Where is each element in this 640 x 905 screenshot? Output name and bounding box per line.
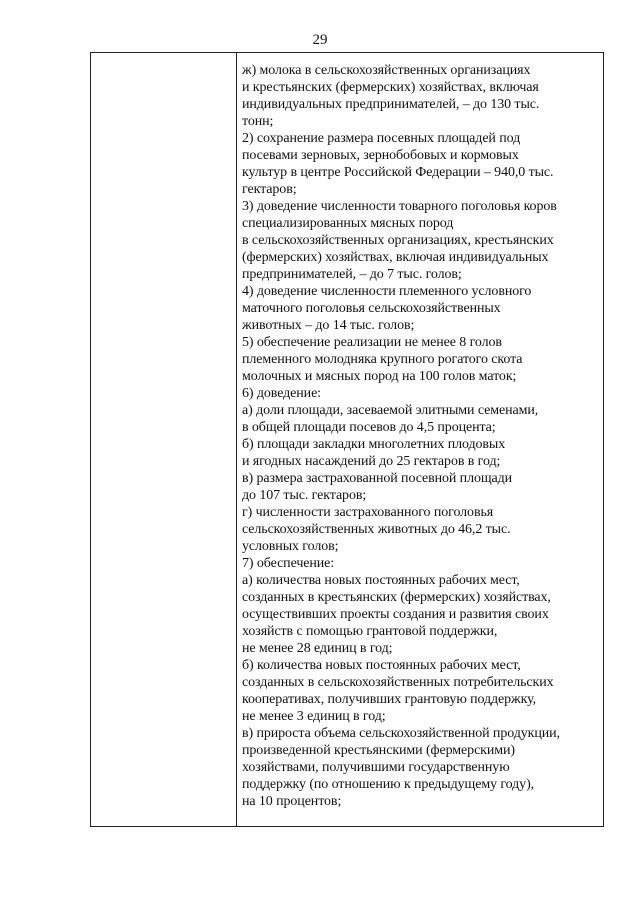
- text-line: культур в центре Российской Федерации – 940,0 тыс.: [242, 165, 554, 180]
- text-line: созданных в крестьянских (фермерских) хозяйствах,: [242, 590, 551, 605]
- text-line: тонн;: [242, 114, 274, 129]
- text-line: кооперативах, получивших грантовую поддержку,: [242, 692, 537, 707]
- text-line: ж) молока в сельскохозяйственных организациях: [242, 63, 531, 78]
- text-line: маточного поголовья сельскохозяйственных: [242, 301, 501, 316]
- table-left-cell: [91, 53, 236, 826]
- text-line: в сельскохозяйственных организациях, крестьянских: [242, 233, 554, 248]
- text-line: на 10 процентов;: [242, 794, 342, 809]
- text-line: 4) доведение численности племенного условного: [242, 284, 532, 299]
- text-line: в общей площади посевов до 4,5 процента;: [242, 420, 496, 435]
- text-line: предпринимателей, – до 7 тыс. голов;: [242, 267, 462, 282]
- text-line: не менее 28 единиц в год;: [242, 641, 393, 656]
- text-line: 7) обеспечение:: [242, 556, 335, 571]
- text-line: 5) обеспечение реализации не менее 8 голов: [242, 335, 502, 350]
- text-line: а) количества новых постоянных рабочих мест,: [242, 573, 520, 588]
- text-line: специализированных мясных пород: [242, 216, 454, 231]
- text-line: (фермерских) хозяйствах, включая индивидуальных: [242, 250, 549, 265]
- text-line: животных – до 14 тыс. голов;: [242, 318, 415, 333]
- text-line: племенного молодняка крупного рогатого скота: [242, 352, 523, 367]
- text-line: поддержку (по отношению к предыдущему году),: [242, 777, 535, 792]
- text-line: гектаров;: [242, 182, 297, 197]
- text-line: хозяйств с помощью грантовой поддержки,: [242, 624, 498, 639]
- text-line: условных голов;: [242, 539, 339, 554]
- text-line: посевами зерновых, зернобобовых и кормовых: [242, 148, 519, 163]
- text-line: и ягодных насаждений до 25 гектаров в год;: [242, 454, 501, 469]
- text-line: 6) доведение:: [242, 386, 321, 401]
- text-line: а) доли площади, засеваемой элитными семенами,: [242, 403, 539, 418]
- text-line: в) размера застрахованной посевной площади: [242, 471, 513, 486]
- table-right-cell: [242, 62, 602, 810]
- text-line: молочных и мясных пород на 100 голов маток;: [242, 369, 517, 384]
- text-line: 3) доведение численности товарного поголовья коров: [242, 199, 557, 214]
- text-line: осуществивших проекты создания и развития своих: [242, 607, 549, 622]
- text-line: сельскохозяйственных животных до 46,2 тыс.: [242, 522, 511, 537]
- text-line: б) количества новых постоянных рабочих мест,: [242, 658, 521, 673]
- text-line: созданных в сельскохозяйственных потребительских: [242, 675, 554, 690]
- column-divider: [236, 53, 237, 826]
- text-line: в) прироста объема сельскохозяйственной продукции,: [242, 726, 560, 741]
- text-line: произведенной крестьянскими (фермерскими): [242, 743, 515, 758]
- text-line: индивидуальных предпринимателей, – до 130 тыс.: [242, 97, 540, 112]
- text-line: б) площади закладки многолетних плодовых: [242, 437, 506, 452]
- text-line: 2) сохранение размера посевных площадей под: [242, 131, 521, 146]
- text-line: не менее 3 единиц в год;: [242, 709, 386, 724]
- document-table: [90, 52, 604, 827]
- text-line: и крестьянских (фермерских) хозяйствах, включая: [242, 80, 539, 95]
- text-line: до 107 тыс. гектаров;: [242, 488, 367, 503]
- text-line: хозяйствами, получившими государственную: [242, 760, 510, 775]
- text-line: г) численности застрахованного поголовья: [242, 505, 494, 520]
- page-number: 29: [312, 32, 328, 48]
